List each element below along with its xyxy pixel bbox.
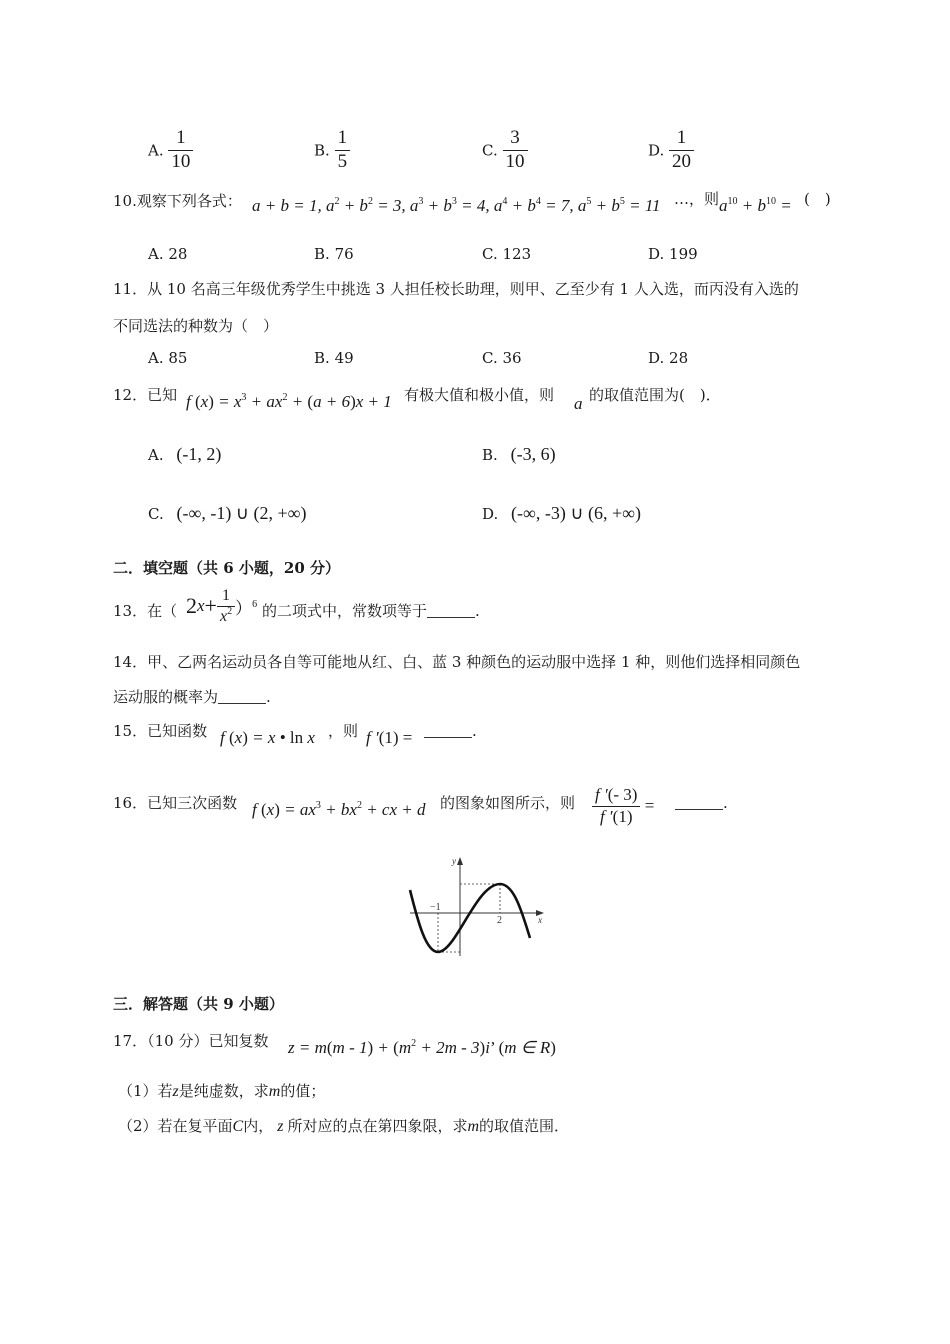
q10-option-d: D. 199: [648, 245, 698, 263]
q17-part2: （2）若在复平面C内， z 所对应的点在第四象限，求m的取值范围．: [118, 1117, 570, 1135]
q12-prefix: 12．已知: [113, 386, 178, 404]
q11-line2: 不同选法的种数为（ ）: [113, 317, 279, 335]
x-axis-label: x: [538, 915, 542, 925]
y-axis-label: y: [452, 856, 456, 866]
tick-label-pos: 2: [497, 915, 502, 926]
q15-function: f (x) = x • ln x: [220, 728, 315, 747]
q12-suffix: 的取值范围为( )．: [589, 386, 721, 404]
answer-blank[interactable]: [427, 603, 475, 618]
q9-option-c: [482, 128, 528, 173]
q11-option-c: C. 36: [482, 349, 522, 367]
option-label: B.: [314, 141, 330, 160]
answer-blank[interactable]: [218, 689, 266, 704]
q17-prefix: 17．（10 分）已知复数: [113, 1032, 269, 1050]
section-2-title: 二．填空题（共 6 小题，20 分）: [113, 559, 340, 577]
q15-blank: .: [424, 722, 477, 740]
q12-option-b: B. (-3, 6): [482, 444, 556, 464]
q9-option-b: [314, 128, 350, 173]
q10-option-b: B. 76: [314, 245, 354, 263]
q10-stem: 10.观察下列各式：: [113, 192, 242, 210]
q10-option-a: A. 28: [148, 245, 188, 263]
q11-option-b: B. 49: [314, 349, 354, 367]
q10-paren: ( ): [804, 190, 831, 208]
cubic-graph: [400, 852, 550, 960]
q13-prefix: 13．在（: [113, 602, 178, 620]
fraction: $\frac{1}{10}$: [168, 128, 193, 173]
q13-suffix: 的二项式中，常数项等于 .: [262, 602, 480, 620]
q12-option-c: C. (-∞, -1) ∪ (2, +∞): [148, 503, 307, 523]
q15-prefix: 15．已知函数: [113, 722, 208, 740]
option-label: A.: [148, 141, 164, 160]
y-axis-arrow: [457, 857, 463, 865]
q13-expression: 2x+ $\frac{1}{x^2}$ ）$^6$: [186, 587, 258, 625]
q17-formula: $z = m(m - 1) + (m^2 + 2m - 3)i$’ (m ∈ R): [288, 1038, 556, 1057]
q12-function: f $(x) = x^3 + ax^2 + (a + 6)x + 1$: [186, 392, 392, 411]
option-label: D.: [648, 141, 665, 160]
fraction: $\frac{3}{10}$: [503, 128, 528, 173]
fraction: $\frac{1}{5}$: [335, 128, 351, 173]
q12-option-d: D. (-∞, -3) ∪ (6, +∞): [482, 503, 642, 523]
q12-middle: 有极大值和极小值，则: [404, 386, 555, 404]
section-3-title: 三．解答题（共 9 小题）: [113, 995, 284, 1013]
q10-option-c: C. 123: [482, 245, 532, 263]
q12-option-a: A. (-1, 2): [148, 444, 222, 464]
q10-formula: a + b = 1, $a^2 + b^2 = 3$, $a^3 + b^3 = 4$, $a^4 + b^4 = 7$, $a^5 + b^5 = 11$: [252, 196, 661, 215]
q9-option-a: [148, 128, 193, 173]
q11-option-a: A. 85: [148, 349, 188, 367]
q16-blank: .: [675, 794, 728, 812]
q9-options: [148, 128, 748, 176]
q16-middle: 的图象如图所示，则: [440, 794, 576, 812]
cubic-curve: [410, 884, 530, 952]
q16-function: f $(x) = ax^3 + bx^2$ + cx + d: [252, 800, 426, 819]
q9-option-d: [648, 128, 694, 173]
tick-label-neg: −1: [430, 902, 441, 913]
q12-variable-a: a: [574, 394, 583, 413]
q11-line1: 11．从 10 名高三年级优秀学生中挑选 3 人担任校长助理，则甲、乙至少有 1 人入选，而丙没有入选的: [113, 280, 799, 298]
q16-prefix: 16．已知三次函数: [113, 794, 238, 812]
q15-target: f ′(1) =: [366, 728, 413, 747]
q11-options: [148, 349, 748, 369]
answer-blank[interactable]: [675, 795, 723, 810]
q10-ellipsis: …，则: [674, 190, 720, 208]
q10-target: $a^{10} + b^{10}$ =: [719, 196, 792, 215]
fraction: $\frac{1}{20}$: [669, 128, 694, 173]
q15-middle: ，则: [328, 722, 359, 740]
q17-part1: （1）若z是纯虚数，求m的值；: [118, 1082, 326, 1100]
q11-option-d: D. 28: [648, 349, 689, 367]
q14-line2: 运动服的概率为 .: [113, 688, 271, 706]
q16-ratio: $\frac{f '(- 3)}{f '(1)}$ =: [592, 786, 654, 826]
q10-options: [148, 245, 748, 265]
answer-blank[interactable]: [424, 723, 472, 738]
option-label: C.: [482, 141, 498, 160]
q14-line1: 14．甲、乙两名运动员各自等可能地从红、白、蓝 3 种颜色的运动服中选择 1 种，则他们选择相同颜色: [113, 653, 801, 671]
